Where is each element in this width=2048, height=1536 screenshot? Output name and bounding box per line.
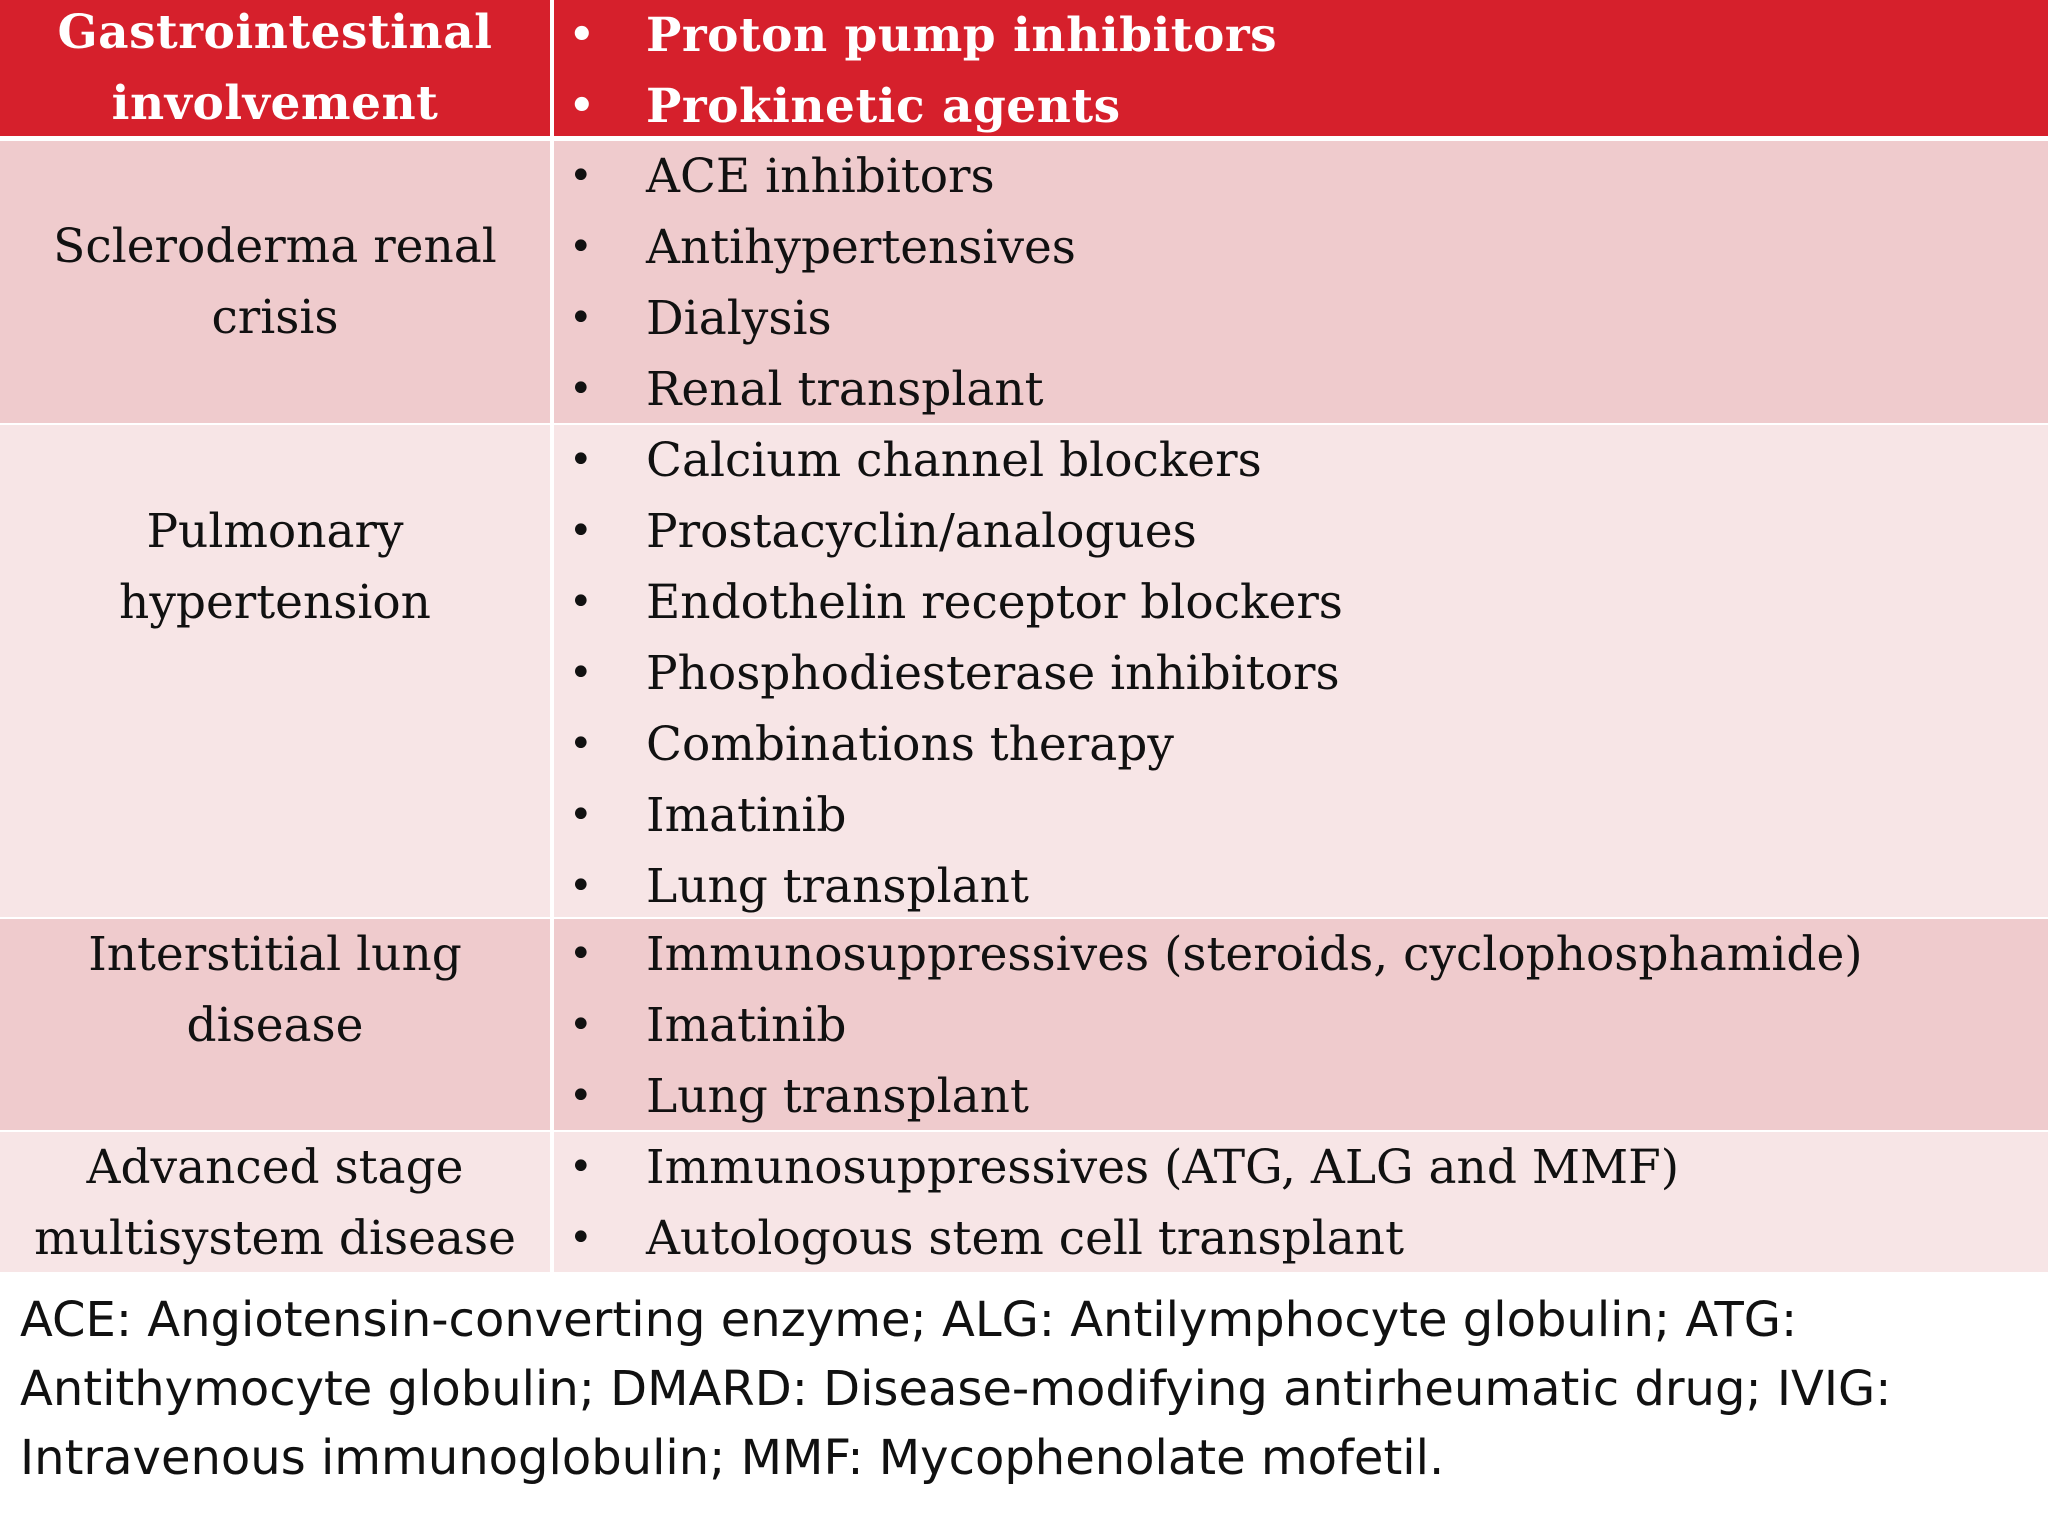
bullet-icon: • <box>569 295 593 341</box>
treatment-item <box>554 638 2048 709</box>
treatment-item <box>554 919 2048 990</box>
table-row-advanced-multisystem <box>0 1132 2048 1272</box>
condition-label: Gastrointestinal involvement <box>57 5 493 131</box>
treatment-label: Autologous stem cell transplant <box>646 1211 1404 1266</box>
treatment-label: Calcium channel blockers <box>646 433 1262 488</box>
bullet-icon: • <box>569 650 593 696</box>
treatment-item <box>554 354 2048 425</box>
treatments-cell <box>554 425 2048 917</box>
bullet-icon: • <box>569 1144 593 1190</box>
treatment-label: Phosphodiesterase inhibitors <box>646 646 1340 701</box>
condition-cell <box>0 919 550 1130</box>
condition-label: Interstitial lung disease <box>88 927 462 1053</box>
treatment-item <box>554 990 2048 1061</box>
treatment-label: Endothelin receptor blockers <box>646 575 1343 630</box>
treatment-item <box>554 709 2048 780</box>
treatments-cell <box>554 919 2048 1130</box>
treatment-item <box>554 851 2048 922</box>
treatment-label: Lung transplant <box>646 859 1029 914</box>
bullet-icon: • <box>569 1215 593 1261</box>
treatment-label: Antihypertensives <box>646 220 1076 275</box>
bullet-icon: • <box>569 153 593 199</box>
treatment-label: Imatinib <box>646 998 847 1053</box>
treatment-item <box>554 1132 2048 1203</box>
treatment-list <box>554 919 2048 1132</box>
treatment-label: Proton pump inhibitors <box>646 8 1278 63</box>
bullet-icon: • <box>569 792 593 838</box>
treatment-item <box>554 0 2048 71</box>
bullet-icon: • <box>569 1073 593 1119</box>
treatment-label: Combinations therapy <box>646 717 1174 772</box>
treatment-label: ACE inhibitors <box>646 149 995 204</box>
condition-cell <box>0 141 550 423</box>
bullet-icon: • <box>569 366 593 412</box>
bullet-icon: • <box>569 863 593 909</box>
treatment-list <box>554 1132 2048 1274</box>
treatment-list <box>554 0 2048 142</box>
treatment-label: Immunosuppressives (ATG, ALG and MMF) <box>646 1140 1680 1195</box>
treatment-label: Imatinib <box>646 788 847 843</box>
treatment-item <box>554 496 2048 567</box>
treatment-item <box>554 1203 2048 1274</box>
treatment-list <box>554 425 2048 922</box>
condition-label: Scleroderma renal crisis <box>53 219 497 345</box>
bullet-icon: • <box>569 224 593 270</box>
treatment-label: Prostacyclin/analogues <box>646 504 1197 559</box>
treatments-cell <box>554 141 2048 423</box>
treatment-item <box>554 283 2048 354</box>
condition-label: Pulmonary hypertension <box>119 504 431 630</box>
condition-cell <box>0 1132 550 1272</box>
bullet-icon: • <box>569 931 593 977</box>
treatment-label: Immunosuppressives (steroids, cyclophosphamide) <box>646 927 1863 982</box>
treatment-item <box>554 780 2048 851</box>
table-row-gastrointestinal <box>0 0 2048 136</box>
bullet-icon: • <box>569 508 593 554</box>
table-row-pulmonary-hypertension <box>0 425 2048 917</box>
treatment-item <box>554 141 2048 212</box>
treatments-cell <box>554 1132 2048 1272</box>
treatment-item <box>554 212 2048 283</box>
bullet-icon: • <box>569 83 596 129</box>
abbreviations-footnote: ACE: Angiotensin-converting enzyme; ALG: Antilymphocyte globulin; ATG: Antithymocyte globulin; DMARD: Disease-modifying antirheumatic drug; IVIG: Intravenous immunoglobulin; MMF: Mycophenolate mofetil. <box>20 1292 1892 1486</box>
bullet-icon: • <box>569 721 593 767</box>
treatment-label: Lung transplant <box>646 1069 1029 1124</box>
table-row-interstitial-lung-disease <box>0 919 2048 1130</box>
treatment-item <box>554 1061 2048 1132</box>
treatments-cell <box>554 0 2048 136</box>
condition-cell <box>0 425 550 917</box>
treatment-label: Dialysis <box>646 291 832 346</box>
treatment-item <box>554 567 2048 638</box>
condition-cell <box>0 0 550 136</box>
bullet-icon: • <box>569 1002 593 1048</box>
treatment-item <box>554 71 2048 142</box>
bullet-icon: • <box>569 579 593 625</box>
condition-label: Advanced stage multisystem disease <box>34 1140 516 1266</box>
table-row-renal-crisis <box>0 141 2048 423</box>
treatment-label: Renal transplant <box>646 362 1044 417</box>
bullet-icon: • <box>569 437 593 483</box>
bullet-icon: • <box>569 12 596 58</box>
treatment-label: Prokinetic agents <box>646 79 1121 134</box>
treatment-item <box>554 425 2048 496</box>
treatment-list <box>554 141 2048 425</box>
